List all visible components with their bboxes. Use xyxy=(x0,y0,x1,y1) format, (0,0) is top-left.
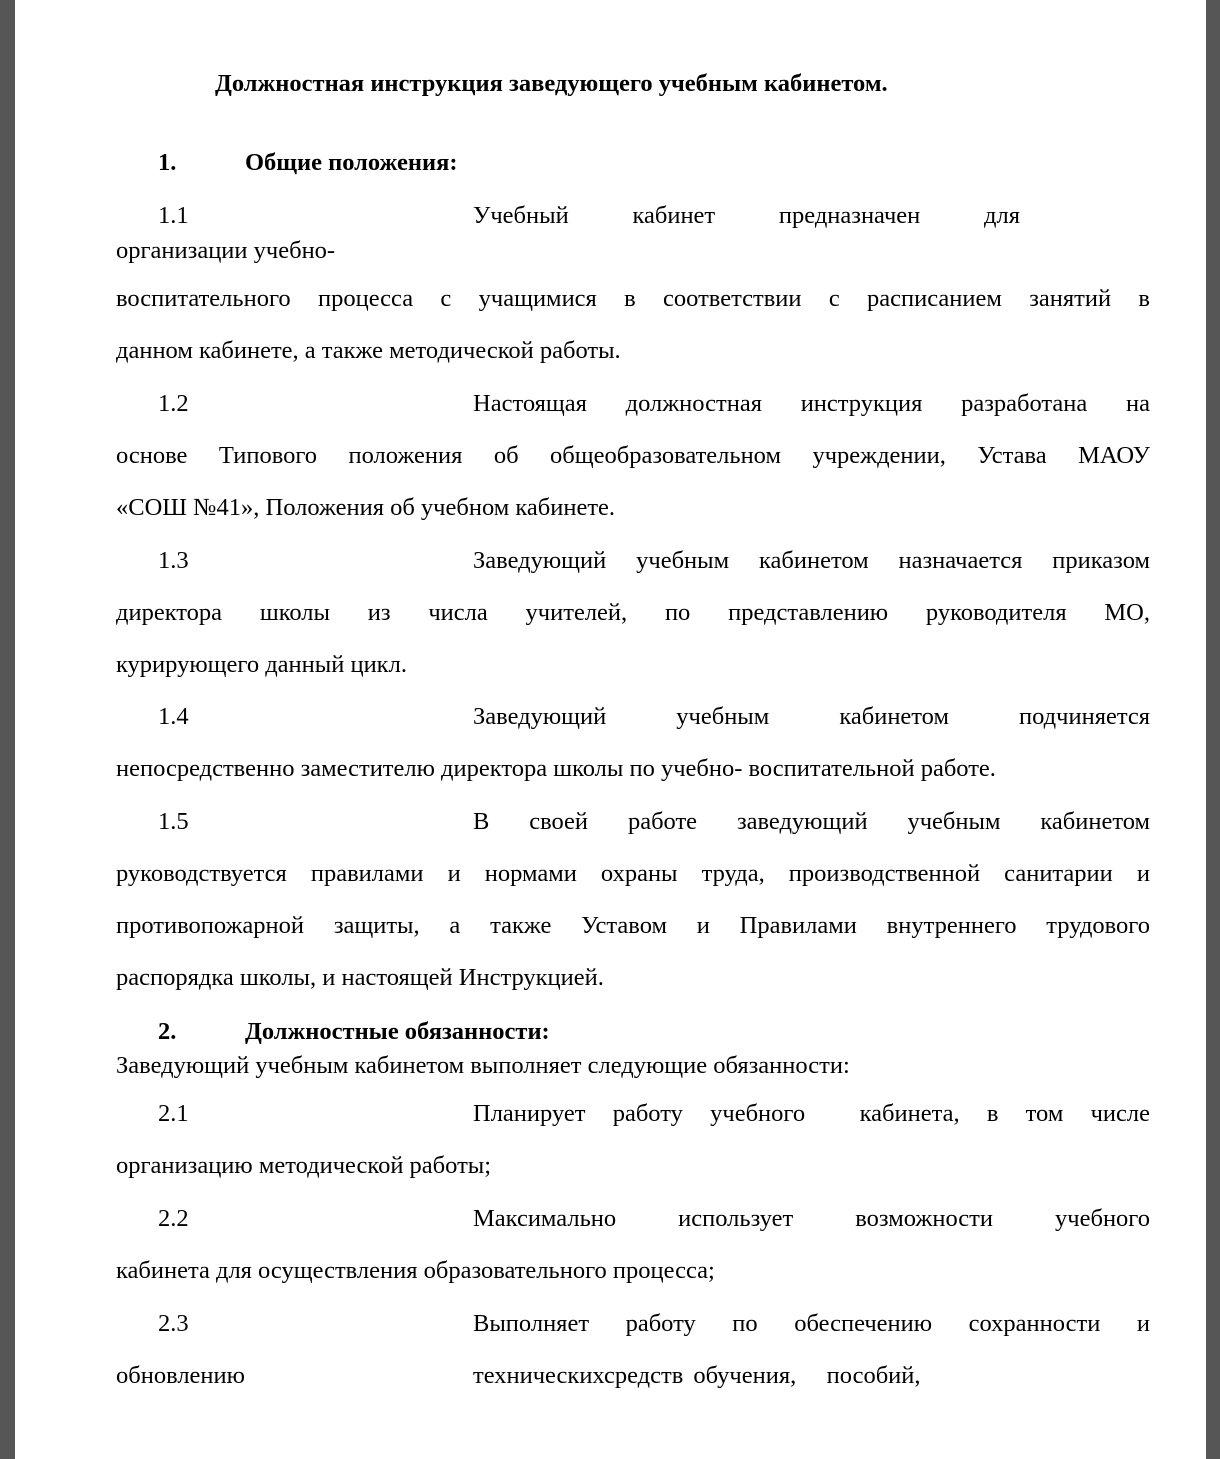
paragraph-2-1-first-line xyxy=(116,1099,1150,1129)
section-heading-2 xyxy=(116,1017,1150,1047)
paragraph-text: В своей работе заведующий учебным кабинетом xyxy=(473,808,1150,835)
paragraph-1-5-first-line xyxy=(116,807,1150,837)
paragraph-1-3-first-line xyxy=(116,546,1150,576)
paragraph-number: 2.1 xyxy=(158,1100,189,1127)
paragraph-number: 1.1 xyxy=(158,202,189,229)
paragraph-2-3-first-line xyxy=(116,1309,1150,1339)
section-title: Должностные обязанности: xyxy=(245,1018,550,1045)
paragraph-line: непосредственно заместителю директора школы по учебно- воспитательной работе. xyxy=(116,755,996,782)
paragraph-line: организацию методической работы; xyxy=(116,1152,492,1179)
paragraph-text: Заведующий учебным кабинетом подчиняется xyxy=(473,703,1150,730)
paragraph-1-4-first-line xyxy=(116,702,1150,732)
paragraph-line: «СОШ №41», Положения об учебном кабинете. xyxy=(116,494,616,521)
paragraph-number: 2.3 xyxy=(158,1310,189,1337)
paragraph-line: основе Типового положения об общеобразовательном учреждении, Устава МАОУ xyxy=(116,442,1150,469)
section-number: 1. xyxy=(158,149,177,176)
paragraph-1-2-first-line xyxy=(116,389,1150,419)
section-heading-1 xyxy=(116,148,1150,178)
paragraph-line: воспитательного процесса с учащимися в соответствии с расписанием занятий в xyxy=(116,285,1150,312)
paragraph-2-3-second-line xyxy=(116,1361,1150,1391)
paragraph-number: 1.5 xyxy=(158,808,189,835)
paragraph-number: 2.2 xyxy=(158,1205,189,1232)
paragraph-line: директора школы из числа учителей, по представлению руководителя МО, xyxy=(116,599,1150,626)
paragraph-line: техническихсредств обучения, пособий, xyxy=(473,1362,921,1389)
paragraph-number: 1.3 xyxy=(158,547,189,574)
paragraph-line: распорядка школы, и настоящей Инструкцией. xyxy=(116,964,604,991)
document-page xyxy=(15,0,1206,1459)
paragraph-line: курирующего данный цикл. xyxy=(116,651,407,678)
paragraph-number: 1.2 xyxy=(158,390,189,417)
paragraph-line: обновлению xyxy=(116,1362,245,1389)
paragraph-text: Максимально использует возможности учебного xyxy=(473,1205,1150,1232)
paragraph-line: организации учебно- xyxy=(116,237,336,264)
paragraph-line: данном кабинете, а также методической работы. xyxy=(116,337,621,364)
paragraph-text: Настоящая должностная инструкция разработана на xyxy=(473,390,1150,417)
paragraph-text: Планирует работу учебного кабинета, в том числе xyxy=(473,1100,1150,1127)
section-number: 2. xyxy=(158,1018,177,1045)
section-title: Общие положения: xyxy=(245,149,458,176)
paragraph-text: Заведующий учебным кабинетом назначается приказом xyxy=(473,547,1150,574)
paragraph-line: противопожарной защиты, а также Уставом и Правилами внутреннего трудового xyxy=(116,912,1150,939)
document-title: Должностная инструкция заведующего учебным кабинетом. xyxy=(215,70,888,97)
paragraph-1-1-first-line xyxy=(116,201,1150,231)
paragraph-text: Учебный кабинет предназначен для xyxy=(473,202,1020,229)
paragraph-line: кабинета для осуществления образовательного процесса; xyxy=(116,1257,715,1284)
paragraph-2-2-first-line xyxy=(116,1204,1150,1234)
paragraph-text: Выполняет работу по обеспечению сохранности и xyxy=(473,1310,1150,1337)
paragraph-line: руководствуется правилами и нормами охраны труда, производственной санитарии и xyxy=(116,860,1150,887)
section-intro: Заведующий учебным кабинетом выполняет следующие обязанности: xyxy=(116,1052,850,1079)
paragraph-number: 1.4 xyxy=(158,703,189,730)
